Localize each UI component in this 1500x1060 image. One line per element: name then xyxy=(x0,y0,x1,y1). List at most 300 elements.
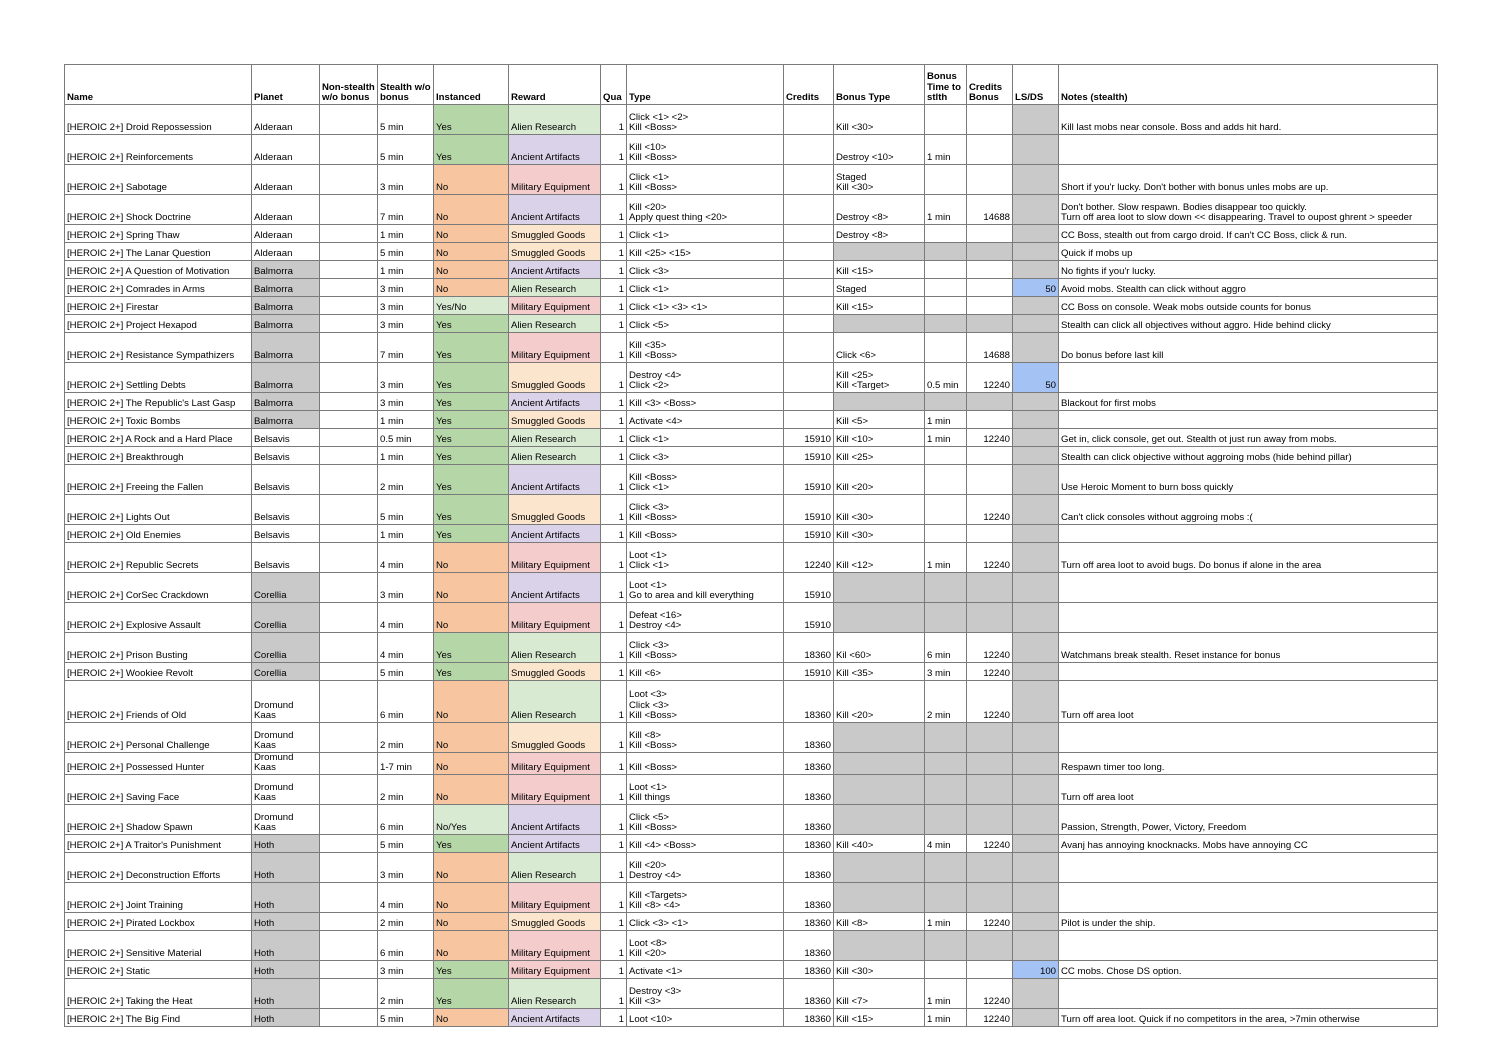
credits-cell[interactable]: 18360 xyxy=(784,753,834,775)
stealth-time-cell[interactable]: 1 min xyxy=(378,411,434,429)
stealth-time-cell[interactable]: 3 min xyxy=(378,279,434,297)
nonstealth-time-cell[interactable] xyxy=(320,447,378,465)
planet-cell[interactable]: Belsavis xyxy=(252,465,320,495)
credits-cell[interactable] xyxy=(784,225,834,243)
nonstealth-time-cell[interactable] xyxy=(320,633,378,663)
reward-cell[interactable]: Ancient Artifacts xyxy=(509,805,601,835)
nonstealth-time-cell[interactable] xyxy=(320,961,378,979)
bonus-time-cell[interactable] xyxy=(925,573,967,603)
instanced-cell[interactable]: No xyxy=(434,1009,509,1027)
nonstealth-time-cell[interactable] xyxy=(320,543,378,573)
nonstealth-time-cell[interactable] xyxy=(320,979,378,1009)
credits-cell[interactable] xyxy=(784,105,834,135)
credits-bonus-cell[interactable] xyxy=(967,931,1013,961)
nonstealth-time-cell[interactable] xyxy=(320,573,378,603)
credits-cell[interactable] xyxy=(784,279,834,297)
col-name[interactable]: Name xyxy=(65,65,252,105)
credits-cell[interactable]: 15910 xyxy=(784,447,834,465)
credits-bonus-cell[interactable]: 14688 xyxy=(967,195,1013,225)
bonus-type-cell[interactable]: Kill <20> xyxy=(834,465,925,495)
planet-cell[interactable]: Dromund Kaas xyxy=(252,681,320,723)
credits-bonus-cell[interactable]: 12240 xyxy=(967,363,1013,393)
planet-cell[interactable]: Balmorra xyxy=(252,297,320,315)
nonstealth-time-cell[interactable] xyxy=(320,393,378,411)
bonus-type-cell[interactable]: Kill <10> xyxy=(834,429,925,447)
reward-cell[interactable]: Smuggled Goods xyxy=(509,243,601,261)
notes-cell[interactable] xyxy=(1059,853,1438,883)
instanced-cell[interactable]: Yes xyxy=(434,363,509,393)
objective-type-cell[interactable]: Kill <3> <Boss> xyxy=(627,393,784,411)
ls-ds-cell[interactable] xyxy=(1013,243,1059,261)
instanced-cell[interactable]: No xyxy=(434,279,509,297)
credits-bonus-cell[interactable]: 12240 xyxy=(967,633,1013,663)
notes-cell[interactable] xyxy=(1059,411,1438,429)
planet-cell[interactable]: Hoth xyxy=(252,883,320,913)
objective-type-cell[interactable]: Click <3> <1> xyxy=(627,913,784,931)
quantity-cell[interactable]: 1 xyxy=(601,883,627,913)
reward-cell[interactable]: Smuggled Goods xyxy=(509,225,601,243)
nonstealth-time-cell[interactable] xyxy=(320,105,378,135)
stealth-time-cell[interactable]: 5 min xyxy=(378,495,434,525)
stealth-time-cell[interactable]: 2 min xyxy=(378,979,434,1009)
credits-cell[interactable]: 15910 xyxy=(784,465,834,495)
planet-cell[interactable]: Belsavis xyxy=(252,447,320,465)
credits-cell[interactable] xyxy=(784,195,834,225)
ls-ds-cell[interactable] xyxy=(1013,573,1059,603)
stealth-time-cell[interactable]: 6 min xyxy=(378,931,434,961)
instanced-cell[interactable]: Yes xyxy=(434,633,509,663)
ls-ds-cell[interactable] xyxy=(1013,465,1059,495)
mission-name-cell[interactable]: [HEROIC 2+] Saving Face xyxy=(65,775,252,805)
nonstealth-time-cell[interactable] xyxy=(320,297,378,315)
bonus-type-cell[interactable] xyxy=(834,775,925,805)
nonstealth-time-cell[interactable] xyxy=(320,495,378,525)
instanced-cell[interactable]: Yes xyxy=(434,961,509,979)
notes-cell[interactable] xyxy=(1059,573,1438,603)
credits-bonus-cell[interactable] xyxy=(967,853,1013,883)
objective-type-cell[interactable]: Click <5> Kill <Boss> xyxy=(627,805,784,835)
bonus-type-cell[interactable]: Kill <35> xyxy=(834,663,925,681)
bonus-type-cell[interactable] xyxy=(834,393,925,411)
bonus-type-cell[interactable] xyxy=(834,805,925,835)
nonstealth-time-cell[interactable] xyxy=(320,913,378,931)
reward-cell[interactable]: Ancient Artifacts xyxy=(509,525,601,543)
bonus-time-cell[interactable]: 1 min xyxy=(925,913,967,931)
stealth-time-cell[interactable]: 3 min xyxy=(378,573,434,603)
notes-cell[interactable]: Turn off area loot xyxy=(1059,681,1438,723)
quantity-cell[interactable]: 1 xyxy=(601,753,627,775)
ls-ds-cell[interactable] xyxy=(1013,883,1059,913)
stealth-time-cell[interactable]: 3 min xyxy=(378,297,434,315)
bonus-type-cell[interactable]: Kill <12> xyxy=(834,543,925,573)
reward-cell[interactable]: Military Equipment xyxy=(509,961,601,979)
credits-cell[interactable]: 18360 xyxy=(784,1009,834,1027)
reward-cell[interactable]: Alien Research xyxy=(509,105,601,135)
reward-cell[interactable]: Alien Research xyxy=(509,681,601,723)
quantity-cell[interactable]: 1 xyxy=(601,835,627,853)
col-ls-ds[interactable]: LS/DS xyxy=(1013,65,1059,105)
quantity-cell[interactable]: 1 xyxy=(601,805,627,835)
stealth-time-cell[interactable]: 4 min xyxy=(378,543,434,573)
mission-name-cell[interactable]: [HEROIC 2+] Comrades in Arms xyxy=(65,279,252,297)
stealth-time-cell[interactable]: 3 min xyxy=(378,961,434,979)
credits-cell[interactable] xyxy=(784,297,834,315)
nonstealth-time-cell[interactable] xyxy=(320,753,378,775)
mission-name-cell[interactable]: [HEROIC 2+] Possessed Hunter xyxy=(65,753,252,775)
notes-cell[interactable]: Pilot is under the ship. xyxy=(1059,913,1438,931)
notes-cell[interactable]: No fights if you'r lucky. xyxy=(1059,261,1438,279)
credits-bonus-cell[interactable]: 12240 xyxy=(967,1009,1013,1027)
quantity-cell[interactable]: 1 xyxy=(601,633,627,663)
objective-type-cell[interactable]: Click <3> xyxy=(627,447,784,465)
credits-cell[interactable]: 18360 xyxy=(784,723,834,753)
notes-cell[interactable]: Stealth can click objective without aggroing mobs (hide behind pillar) xyxy=(1059,447,1438,465)
planet-cell[interactable]: Balmorra xyxy=(252,279,320,297)
nonstealth-time-cell[interactable] xyxy=(320,333,378,363)
ls-ds-cell[interactable] xyxy=(1013,105,1059,135)
notes-cell[interactable] xyxy=(1059,135,1438,165)
bonus-type-cell[interactable]: Kill <30> xyxy=(834,105,925,135)
credits-cell[interactable]: 18360 xyxy=(784,633,834,663)
notes-cell[interactable]: Can't click consoles without aggroing mobs :( xyxy=(1059,495,1438,525)
bonus-type-cell[interactable]: Kill <25> xyxy=(834,447,925,465)
stealth-time-cell[interactable]: 7 min xyxy=(378,195,434,225)
objective-type-cell[interactable]: Kill <Boss> Click <1> xyxy=(627,465,784,495)
mission-name-cell[interactable]: [HEROIC 2+] The Republic's Last Gasp xyxy=(65,393,252,411)
bonus-type-cell[interactable]: Kill <5> xyxy=(834,411,925,429)
planet-cell[interactable]: Corellia xyxy=(252,663,320,681)
credits-bonus-cell[interactable]: 12240 xyxy=(967,681,1013,723)
reward-cell[interactable]: Smuggled Goods xyxy=(509,495,601,525)
mission-name-cell[interactable]: [HEROIC 2+] Settling Debts xyxy=(65,363,252,393)
credits-cell[interactable]: 15910 xyxy=(784,525,834,543)
quantity-cell[interactable]: 1 xyxy=(601,315,627,333)
ls-ds-cell[interactable] xyxy=(1013,297,1059,315)
stealth-time-cell[interactable]: 2 min xyxy=(378,723,434,753)
bonus-type-cell[interactable]: Destroy <8> xyxy=(834,225,925,243)
ls-ds-cell[interactable] xyxy=(1013,429,1059,447)
credits-cell[interactable]: 15910 xyxy=(784,495,834,525)
bonus-type-cell[interactable]: Kill <40> xyxy=(834,835,925,853)
instanced-cell[interactable]: Yes xyxy=(434,411,509,429)
nonstealth-time-cell[interactable] xyxy=(320,279,378,297)
reward-cell[interactable]: Military Equipment xyxy=(509,543,601,573)
planet-cell[interactable]: Corellia xyxy=(252,573,320,603)
quantity-cell[interactable]: 1 xyxy=(601,333,627,363)
stealth-time-cell[interactable]: 4 min xyxy=(378,883,434,913)
instanced-cell[interactable]: Yes xyxy=(434,663,509,681)
col-reward[interactable]: Reward xyxy=(509,65,601,105)
ls-ds-cell[interactable] xyxy=(1013,261,1059,279)
credits-bonus-cell[interactable] xyxy=(967,105,1013,135)
quantity-cell[interactable]: 1 xyxy=(601,495,627,525)
mission-name-cell[interactable]: [HEROIC 2+] Reinforcements xyxy=(65,135,252,165)
stealth-time-cell[interactable]: 5 min xyxy=(378,243,434,261)
bonus-type-cell[interactable]: Kill <15> xyxy=(834,1009,925,1027)
credits-cell[interactable]: 18360 xyxy=(784,835,834,853)
bonus-type-cell[interactable]: Staged Kill <30> xyxy=(834,165,925,195)
bonus-type-cell[interactable]: Kill <30> xyxy=(834,525,925,543)
notes-cell[interactable]: Short if you'r lucky. Don't bother with bonus unles mobs are up. xyxy=(1059,165,1438,195)
credits-cell[interactable]: 18360 xyxy=(784,931,834,961)
reward-cell[interactable]: Alien Research xyxy=(509,279,601,297)
planet-cell[interactable]: Belsavis xyxy=(252,429,320,447)
nonstealth-time-cell[interactable] xyxy=(320,835,378,853)
credits-bonus-cell[interactable]: 12240 xyxy=(967,429,1013,447)
stealth-time-cell[interactable]: 2 min xyxy=(378,775,434,805)
mission-name-cell[interactable]: [HEROIC 2+] Project Hexapod xyxy=(65,315,252,333)
ls-ds-cell[interactable] xyxy=(1013,411,1059,429)
stealth-time-cell[interactable]: 3 min xyxy=(378,853,434,883)
mission-name-cell[interactable]: [HEROIC 2+] Lights Out xyxy=(65,495,252,525)
credits-bonus-cell[interactable]: 12240 xyxy=(967,835,1013,853)
credits-cell[interactable] xyxy=(784,165,834,195)
bonus-time-cell[interactable]: 0.5 min xyxy=(925,363,967,393)
notes-cell[interactable]: Get in, click console, get out. Stealth ot just run away from mobs. xyxy=(1059,429,1438,447)
objective-type-cell[interactable]: Click <1> xyxy=(627,429,784,447)
quantity-cell[interactable]: 1 xyxy=(601,411,627,429)
quantity-cell[interactable]: 1 xyxy=(601,961,627,979)
ls-ds-cell[interactable] xyxy=(1013,805,1059,835)
bonus-type-cell[interactable] xyxy=(834,243,925,261)
credits-bonus-cell[interactable] xyxy=(967,411,1013,429)
bonus-type-cell[interactable]: Destroy <8> xyxy=(834,195,925,225)
objective-type-cell[interactable]: Kill <20> Apply quest thing <20> xyxy=(627,195,784,225)
bonus-type-cell[interactable] xyxy=(834,931,925,961)
credits-cell[interactable]: 18360 xyxy=(784,961,834,979)
instanced-cell[interactable]: No xyxy=(434,775,509,805)
bonus-time-cell[interactable] xyxy=(925,243,967,261)
quantity-cell[interactable]: 1 xyxy=(601,465,627,495)
instanced-cell[interactable]: No xyxy=(434,225,509,243)
bonus-time-cell[interactable] xyxy=(925,883,967,913)
planet-cell[interactable]: Dromund Kaas xyxy=(252,805,320,835)
credits-bonus-cell[interactable] xyxy=(967,261,1013,279)
mission-name-cell[interactable]: [HEROIC 2+] Explosive Assault xyxy=(65,603,252,633)
planet-cell[interactable]: Balmorra xyxy=(252,315,320,333)
credits-bonus-cell[interactable] xyxy=(967,805,1013,835)
quantity-cell[interactable]: 1 xyxy=(601,573,627,603)
ls-ds-cell[interactable] xyxy=(1013,135,1059,165)
objective-type-cell[interactable]: Destroy <3> Kill <3> xyxy=(627,979,784,1009)
objective-type-cell[interactable]: Click <1> xyxy=(627,225,784,243)
credits-bonus-cell[interactable] xyxy=(967,297,1013,315)
bonus-type-cell[interactable] xyxy=(834,603,925,633)
mission-name-cell[interactable]: [HEROIC 2+] A Traitor's Punishment xyxy=(65,835,252,853)
ls-ds-cell[interactable] xyxy=(1013,663,1059,681)
notes-cell[interactable]: Use Heroic Moment to burn boss quickly xyxy=(1059,465,1438,495)
credits-cell[interactable] xyxy=(784,363,834,393)
quantity-cell[interactable]: 1 xyxy=(601,723,627,753)
credits-bonus-cell[interactable] xyxy=(967,775,1013,805)
objective-type-cell[interactable]: Kill <Boss> xyxy=(627,753,784,775)
ls-ds-cell[interactable] xyxy=(1013,1009,1059,1027)
instanced-cell[interactable]: No xyxy=(434,543,509,573)
planet-cell[interactable]: Hoth xyxy=(252,913,320,931)
nonstealth-time-cell[interactable] xyxy=(320,243,378,261)
nonstealth-time-cell[interactable] xyxy=(320,663,378,681)
credits-cell[interactable] xyxy=(784,315,834,333)
notes-cell[interactable]: Turn off area loot xyxy=(1059,775,1438,805)
notes-cell[interactable] xyxy=(1059,931,1438,961)
notes-cell[interactable]: CC mobs. Chose DS option. xyxy=(1059,961,1438,979)
ls-ds-cell[interactable] xyxy=(1013,835,1059,853)
credits-bonus-cell[interactable] xyxy=(967,723,1013,753)
bonus-type-cell[interactable]: Kill <15> xyxy=(834,261,925,279)
nonstealth-time-cell[interactable] xyxy=(320,195,378,225)
ls-ds-cell[interactable] xyxy=(1013,225,1059,243)
planet-cell[interactable]: Hoth xyxy=(252,853,320,883)
credits-cell[interactable]: 18360 xyxy=(784,775,834,805)
objective-type-cell[interactable]: Loot <10> xyxy=(627,1009,784,1027)
bonus-time-cell[interactable] xyxy=(925,225,967,243)
credits-cell[interactable]: 18360 xyxy=(784,979,834,1009)
reward-cell[interactable]: Ancient Artifacts xyxy=(509,261,601,279)
objective-type-cell[interactable]: Loot <3> Click <3> Kill <Boss> xyxy=(627,681,784,723)
mission-name-cell[interactable]: [HEROIC 2+] Wookiee Revolt xyxy=(65,663,252,681)
instanced-cell[interactable]: Yes xyxy=(434,105,509,135)
instanced-cell[interactable]: Yes xyxy=(434,315,509,333)
stealth-time-cell[interactable]: 3 min xyxy=(378,315,434,333)
reward-cell[interactable]: Military Equipment xyxy=(509,775,601,805)
bonus-time-cell[interactable] xyxy=(925,465,967,495)
nonstealth-time-cell[interactable] xyxy=(320,931,378,961)
mission-name-cell[interactable]: [HEROIC 2+] Republic Secrets xyxy=(65,543,252,573)
ls-ds-cell[interactable] xyxy=(1013,979,1059,1009)
instanced-cell[interactable]: No xyxy=(434,723,509,753)
quantity-cell[interactable]: 1 xyxy=(601,853,627,883)
quantity-cell[interactable]: 1 xyxy=(601,979,627,1009)
col-nonstealth[interactable]: Non-stealth w/o bonus xyxy=(320,65,378,105)
planet-cell[interactable]: Belsavis xyxy=(252,525,320,543)
quantity-cell[interactable]: 1 xyxy=(601,363,627,393)
credits-cell[interactable]: 15910 xyxy=(784,573,834,603)
credits-bonus-cell[interactable] xyxy=(967,465,1013,495)
objective-type-cell[interactable]: Click <3> Kill <Boss> xyxy=(627,633,784,663)
notes-cell[interactable]: Watchmans break stealth. Reset instance for bonus xyxy=(1059,633,1438,663)
reward-cell[interactable]: Smuggled Goods xyxy=(509,723,601,753)
instanced-cell[interactable]: Yes xyxy=(434,135,509,165)
reward-cell[interactable]: Alien Research xyxy=(509,853,601,883)
bonus-type-cell[interactable] xyxy=(834,883,925,913)
instanced-cell[interactable]: No xyxy=(434,853,509,883)
reward-cell[interactable]: Ancient Artifacts xyxy=(509,195,601,225)
bonus-time-cell[interactable] xyxy=(925,297,967,315)
reward-cell[interactable]: Alien Research xyxy=(509,633,601,663)
notes-cell[interactable] xyxy=(1059,979,1438,1009)
bonus-type-cell[interactable] xyxy=(834,753,925,775)
col-qty[interactable]: Qua xyxy=(601,65,627,105)
planet-cell[interactable]: Alderaan xyxy=(252,165,320,195)
instanced-cell[interactable]: Yes xyxy=(434,525,509,543)
bonus-time-cell[interactable]: 1 min xyxy=(925,979,967,1009)
mission-name-cell[interactable]: [HEROIC 2+] Deconstruction Efforts xyxy=(65,853,252,883)
mission-name-cell[interactable]: [HEROIC 2+] Prison Busting xyxy=(65,633,252,663)
planet-cell[interactable]: Alderaan xyxy=(252,105,320,135)
bonus-time-cell[interactable] xyxy=(925,165,967,195)
credits-bonus-cell[interactable] xyxy=(967,573,1013,603)
col-notes[interactable]: Notes (stealth) xyxy=(1059,65,1438,105)
mission-name-cell[interactable]: [HEROIC 2+] Pirated Lockbox xyxy=(65,913,252,931)
notes-cell[interactable] xyxy=(1059,723,1438,753)
planet-cell[interactable]: Alderaan xyxy=(252,243,320,261)
bonus-time-cell[interactable]: 1 min xyxy=(925,1009,967,1027)
nonstealth-time-cell[interactable] xyxy=(320,681,378,723)
instanced-cell[interactable]: No xyxy=(434,681,509,723)
bonus-time-cell[interactable]: 1 min xyxy=(925,411,967,429)
stealth-time-cell[interactable]: 1-7 min xyxy=(378,753,434,775)
instanced-cell[interactable]: No xyxy=(434,753,509,775)
mission-name-cell[interactable]: [HEROIC 2+] Resistance Sympathizers xyxy=(65,333,252,363)
quantity-cell[interactable]: 1 xyxy=(601,297,627,315)
bonus-type-cell[interactable]: Kill <8> xyxy=(834,913,925,931)
bonus-time-cell[interactable]: 3 min xyxy=(925,663,967,681)
mission-name-cell[interactable]: [HEROIC 2+] A Rock and a Hard Place xyxy=(65,429,252,447)
ls-ds-cell[interactable] xyxy=(1013,633,1059,663)
stealth-time-cell[interactable]: 1 min xyxy=(378,447,434,465)
quantity-cell[interactable]: 1 xyxy=(601,261,627,279)
objective-type-cell[interactable]: Loot <1> Click <1> xyxy=(627,543,784,573)
credits-cell[interactable] xyxy=(784,333,834,363)
mission-name-cell[interactable]: [HEROIC 2+] Sensitive Material xyxy=(65,931,252,961)
reward-cell[interactable]: Ancient Artifacts xyxy=(509,393,601,411)
bonus-time-cell[interactable] xyxy=(925,447,967,465)
instanced-cell[interactable]: No xyxy=(434,931,509,961)
quantity-cell[interactable]: 1 xyxy=(601,429,627,447)
objective-type-cell[interactable]: Click <1> xyxy=(627,279,784,297)
nonstealth-time-cell[interactable] xyxy=(320,315,378,333)
objective-type-cell[interactable]: Kill <25> <15> xyxy=(627,243,784,261)
ls-ds-cell[interactable]: 50 xyxy=(1013,363,1059,393)
reward-cell[interactable]: Ancient Artifacts xyxy=(509,573,601,603)
mission-name-cell[interactable]: [HEROIC 2+] Friends of Old xyxy=(65,681,252,723)
planet-cell[interactable]: Hoth xyxy=(252,835,320,853)
bonus-time-cell[interactable] xyxy=(925,315,967,333)
ls-ds-cell[interactable] xyxy=(1013,393,1059,411)
ls-ds-cell[interactable] xyxy=(1013,195,1059,225)
notes-cell[interactable] xyxy=(1059,603,1438,633)
planet-cell[interactable]: Balmorra xyxy=(252,333,320,363)
objective-type-cell[interactable]: Click <1> Kill <Boss> xyxy=(627,165,784,195)
stealth-time-cell[interactable]: 0.5 min xyxy=(378,429,434,447)
planet-cell[interactable]: Dromund Kaas xyxy=(252,753,320,775)
objective-type-cell[interactable]: Kill <8> Kill <Boss> xyxy=(627,723,784,753)
quantity-cell[interactable]: 1 xyxy=(601,775,627,805)
bonus-time-cell[interactable] xyxy=(925,261,967,279)
bonus-type-cell[interactable]: Staged xyxy=(834,279,925,297)
mission-name-cell[interactable]: [HEROIC 2+] A Question of Motivation xyxy=(65,261,252,279)
credits-bonus-cell[interactable] xyxy=(967,393,1013,411)
instanced-cell[interactable]: No xyxy=(434,913,509,931)
bonus-time-cell[interactable] xyxy=(925,753,967,775)
objective-type-cell[interactable]: Activate <1> xyxy=(627,961,784,979)
reward-cell[interactable]: Military Equipment xyxy=(509,297,601,315)
planet-cell[interactable]: Alderaan xyxy=(252,135,320,165)
notes-cell[interactable]: Quick if mobs up xyxy=(1059,243,1438,261)
credits-cell[interactable] xyxy=(784,393,834,411)
reward-cell[interactable]: Ancient Artifacts xyxy=(509,465,601,495)
notes-cell[interactable] xyxy=(1059,363,1438,393)
nonstealth-time-cell[interactable] xyxy=(320,465,378,495)
nonstealth-time-cell[interactable] xyxy=(320,363,378,393)
mission-name-cell[interactable]: [HEROIC 2+] Spring Thaw xyxy=(65,225,252,243)
quantity-cell[interactable]: 1 xyxy=(601,195,627,225)
credits-bonus-cell[interactable]: 12240 xyxy=(967,979,1013,1009)
nonstealth-time-cell[interactable] xyxy=(320,135,378,165)
bonus-type-cell[interactable] xyxy=(834,315,925,333)
bonus-time-cell[interactable] xyxy=(925,775,967,805)
nonstealth-time-cell[interactable] xyxy=(320,1009,378,1027)
